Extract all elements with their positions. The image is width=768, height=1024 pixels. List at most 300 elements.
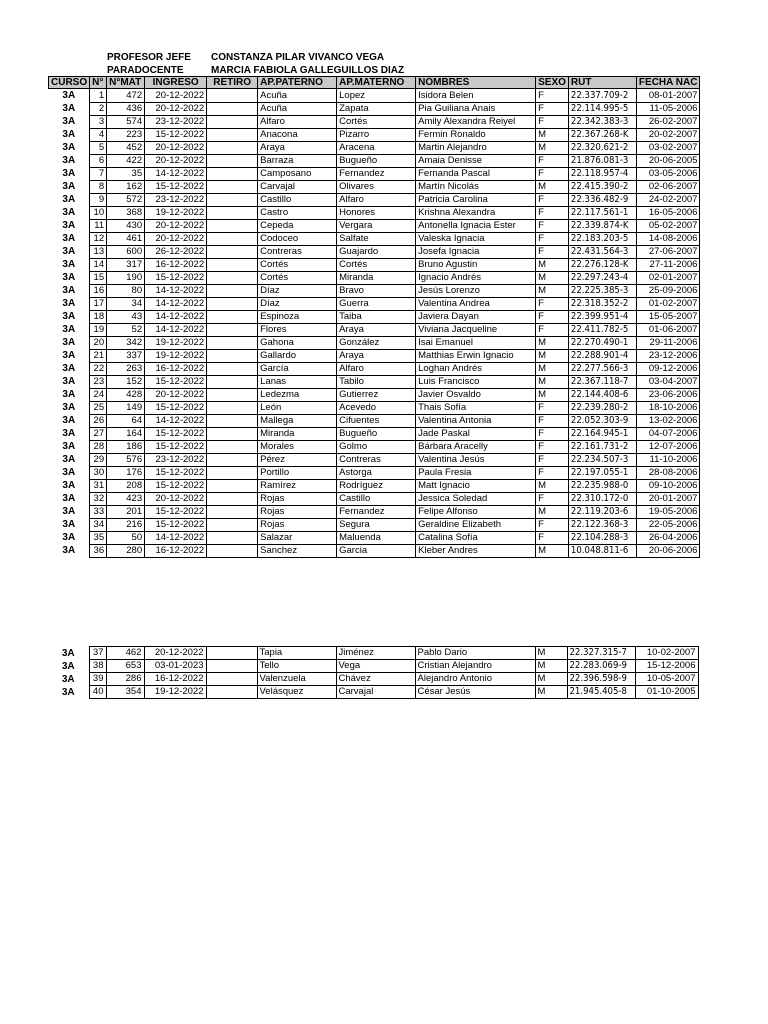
table-row: [48, 660, 698, 673]
cell-ingreso: 19-12-2022: [145, 336, 207, 349]
paradocente-label: PARADOCENTE: [107, 65, 184, 76]
cell-ap-materno: Alfaro: [337, 362, 416, 375]
cell-ap-materno: Zapata: [337, 102, 416, 115]
table-row: [49, 284, 700, 297]
table-row: [49, 401, 700, 414]
cell-curso: 3A: [61, 686, 75, 698]
cell-curso: 3A: [62, 285, 76, 297]
cell-curso: 3A: [62, 259, 76, 271]
cell-fecha-nac: 19-05-2006: [636, 505, 700, 518]
cell-ingreso: 20-12-2022: [145, 219, 207, 232]
cell-ap-paterno: Velásquez: [257, 686, 336, 699]
cell-fecha-nac: 01-02-2007: [636, 297, 700, 310]
cell-retiro: [206, 686, 257, 699]
cell-sexo: F: [536, 401, 569, 414]
cell-fecha-nac: 24-02-2007: [636, 193, 700, 206]
cell-sexo: F: [536, 427, 569, 440]
cell-retiro: [207, 323, 258, 336]
table-row: [49, 193, 700, 206]
cell-retiro: [207, 310, 258, 323]
cell-numero: 34: [90, 518, 107, 531]
cell-curso: 3A: [62, 376, 76, 388]
cell-numero: 40: [89, 686, 106, 699]
cell-ingreso: 20-12-2022: [145, 232, 207, 245]
cell-ap-paterno: Tapia: [257, 647, 336, 660]
cell-numero: 29: [90, 453, 107, 466]
cell-fecha-nac: 02-01-2007: [636, 271, 700, 284]
cell-nombres: Viviana Jacqueline: [416, 323, 536, 336]
cell-nombres: Krishna Alexandra: [416, 206, 536, 219]
cell-numero: 36: [90, 544, 107, 557]
cell-matricula: 50: [107, 531, 145, 544]
cell-retiro: [207, 544, 258, 557]
cell-retiro: [207, 401, 258, 414]
cell-retiro: [207, 180, 258, 193]
cell-rut: 22.367.118-7: [568, 375, 636, 388]
cell-ingreso: 14-12-2022: [145, 414, 207, 427]
cell-ap-paterno: León: [258, 401, 337, 414]
roster-body: [49, 89, 700, 558]
cell-ap-materno: Fernandez: [337, 167, 416, 180]
cell-rut: 22.239.280-2: [568, 401, 636, 414]
cell-numero: 18: [90, 310, 107, 323]
cell-matricula: 162: [107, 180, 145, 193]
cell-ap-paterno: Sanchez: [258, 544, 337, 557]
cell-curso: 3A: [62, 415, 76, 427]
cell-nombres: Bárbara Aracelly: [416, 440, 536, 453]
table-row: [49, 518, 700, 531]
cell-ap-paterno: Contreras: [258, 245, 337, 258]
cell-retiro: [207, 414, 258, 427]
cell-sexo: F: [536, 193, 569, 206]
cell-curso: 3A: [62, 480, 76, 492]
cell-ap-paterno: Pérez: [258, 453, 337, 466]
cell-ap-materno: Pizarro: [337, 128, 416, 141]
cell-matricula: 35: [107, 167, 145, 180]
cell-ingreso: 15-12-2022: [145, 505, 207, 518]
cell-ap-paterno: Portillo: [258, 466, 337, 479]
cell-ingreso: 20-12-2022: [145, 154, 207, 167]
cell-retiro: [207, 115, 258, 128]
cell-numero: 27: [90, 427, 107, 440]
cell-curso: 3A: [62, 207, 76, 219]
cell-numero: 21: [90, 349, 107, 362]
cell-rut: 22.122.368-3: [568, 518, 636, 531]
cell-ap-materno: Vega: [336, 660, 415, 673]
cell-matricula: 422: [107, 154, 145, 167]
cell-curso: 3A: [62, 233, 76, 245]
cell-ap-paterno: Morales: [258, 440, 337, 453]
cell-ap-materno: Chávez: [336, 673, 415, 686]
cell-numero: 16: [90, 284, 107, 297]
cell-curso: 3A: [62, 519, 76, 531]
cell-numero: 3: [90, 115, 107, 128]
cell-nombres: Fermin Ronaldo: [416, 128, 536, 141]
cell-rut: 22.411.782-5: [568, 323, 636, 336]
table-row: [49, 323, 700, 336]
col-header-ingreso: INGRESO: [145, 77, 207, 89]
cell-ap-materno: Rodríguez: [337, 479, 416, 492]
cell-ap-paterno: Espinoza: [258, 310, 337, 323]
cell-retiro: [207, 232, 258, 245]
cell-fecha-nac: 02-06-2007: [636, 180, 700, 193]
table-row: [49, 180, 700, 193]
cell-ap-materno: Gutierrez: [337, 388, 416, 401]
cell-ap-materno: Taiba: [337, 310, 416, 323]
cell-ap-materno: Segura: [337, 518, 416, 531]
cell-nombres: Ignacio Andrés: [416, 271, 536, 284]
table-row: [49, 544, 700, 557]
cell-rut: 22.431.564-3: [568, 245, 636, 258]
cell-sexo: M: [536, 271, 569, 284]
cell-nombres: Martín Nicolás: [416, 180, 536, 193]
cell-ingreso: 14-12-2022: [145, 323, 207, 336]
cell-rut: 22.164.945-1: [568, 427, 636, 440]
cell-ingreso: 15-12-2022: [145, 466, 207, 479]
cell-retiro: [207, 388, 258, 401]
cell-retiro: [207, 167, 258, 180]
cell-retiro: [207, 375, 258, 388]
table-row: [49, 115, 700, 128]
cell-ingreso: 26-12-2022: [145, 245, 207, 258]
cell-ap-paterno: Rojas: [258, 505, 337, 518]
cell-fecha-nac: 03-02-2007: [636, 141, 700, 154]
cell-rut: 22.144.408-6: [568, 388, 636, 401]
cell-numero: 17: [90, 297, 107, 310]
cell-fecha-nac: 04-07-2006: [636, 427, 700, 440]
cell-ingreso: 14-12-2022: [145, 531, 207, 544]
cell-rut: 21.876.081-3: [568, 154, 636, 167]
cell-ap-paterno: Ledezma: [258, 388, 337, 401]
cell-nombres: Patricia Carolina: [416, 193, 536, 206]
cell-sexo: M: [536, 375, 569, 388]
cell-matricula: 354: [106, 686, 144, 699]
cell-numero: 11: [90, 219, 107, 232]
cell-fecha-nac: 26-04-2006: [636, 531, 700, 544]
cell-curso: 3A: [61, 660, 75, 672]
cell-numero: 24: [90, 388, 107, 401]
cell-curso: 3A: [62, 246, 76, 258]
cell-rut: 22.337.709-2: [568, 89, 636, 103]
table-row: [49, 336, 700, 349]
cell-matricula: 342: [107, 336, 145, 349]
cell-rut: 22.117.561-1: [568, 206, 636, 219]
cell-nombres: Jade Paskal: [416, 427, 536, 440]
cell-sexo: M: [536, 479, 569, 492]
cell-nombres: Amily Alexandra Reiyel: [416, 115, 536, 128]
cell-curso: 3A: [62, 350, 76, 362]
cell-matricula: 428: [107, 388, 145, 401]
cell-nombres: Javiera Dayan: [416, 310, 536, 323]
cell-fecha-nac: 27-11-2006: [636, 258, 700, 271]
cell-rut: 22.119.203-6: [568, 505, 636, 518]
cell-matricula: 164: [107, 427, 145, 440]
cell-ap-materno: Guajardo: [337, 245, 416, 258]
cell-retiro: [207, 245, 258, 258]
cell-retiro: [207, 284, 258, 297]
cell-sexo: F: [536, 518, 569, 531]
table-row: [49, 492, 700, 505]
cell-curso: 3A: [62, 181, 76, 193]
cell-sexo: M: [536, 388, 569, 401]
cell-ap-materno: Aracena: [337, 141, 416, 154]
cell-fecha-nac: 25-09-2006: [636, 284, 700, 297]
cell-matricula: 52: [107, 323, 145, 336]
cell-sexo: M: [536, 128, 569, 141]
cell-ap-paterno: Cortés: [258, 258, 337, 271]
cell-curso: 3A: [62, 311, 76, 323]
cell-ap-paterno: Miranda: [258, 427, 337, 440]
cell-sexo: M: [536, 180, 569, 193]
cell-rut: 22.415.390-2: [568, 180, 636, 193]
cell-fecha-nac: 05-02-2007: [636, 219, 700, 232]
cell-fecha-nac: 18-10-2006: [636, 401, 700, 414]
cell-sexo: F: [536, 414, 569, 427]
cell-ap-materno: Bugueño: [337, 427, 416, 440]
cell-fecha-nac: 20-06-2006: [636, 544, 700, 557]
cell-ap-materno: Cortés: [337, 115, 416, 128]
cell-matricula: 337: [107, 349, 145, 362]
cell-nombres: Kleber Andres: [416, 544, 536, 557]
cell-nombres: Geraldine Elizabeth: [416, 518, 536, 531]
cell-matricula: 263: [107, 362, 145, 375]
student-roster-table-continued: [48, 646, 699, 699]
cell-matricula: 317: [107, 258, 145, 271]
cell-nombres: Javier Osvaldo: [416, 388, 536, 401]
cell-matricula: 149: [107, 401, 145, 414]
cell-ingreso: 20-12-2022: [145, 141, 207, 154]
cell-retiro: [207, 531, 258, 544]
profesor-jefe-name: CONSTANZA PILAR VIVANCO VEGA: [211, 52, 385, 63]
cell-fecha-nac: 26-02-2007: [636, 115, 700, 128]
cell-retiro: [207, 102, 258, 115]
cell-fecha-nac: 12-07-2006: [636, 440, 700, 453]
cell-matricula: 461: [107, 232, 145, 245]
cell-fecha-nac: 13-02-2006: [636, 414, 700, 427]
cell-ap-materno: Acevedo: [337, 401, 416, 414]
cell-sexo: F: [536, 102, 569, 115]
cell-rut: 22.277.566-3: [568, 362, 636, 375]
cell-ingreso: 16-12-2022: [144, 673, 206, 686]
table-row: [49, 271, 700, 284]
student-roster-table: [48, 76, 700, 558]
cell-ap-paterno: Araya: [258, 141, 337, 154]
cell-numero: 25: [90, 401, 107, 414]
table-row: [48, 686, 698, 699]
table-row: [49, 388, 700, 401]
cell-ap-paterno: Cepeda: [258, 219, 337, 232]
table-row: [49, 375, 700, 388]
cell-rut: 22.336.482-9: [568, 193, 636, 206]
table-row: [49, 466, 700, 479]
cell-sexo: F: [536, 453, 569, 466]
cell-ingreso: 23-12-2022: [145, 193, 207, 206]
cell-ingreso: 15-12-2022: [145, 440, 207, 453]
cell-curso: 3A: [62, 532, 76, 544]
cell-fecha-nac: 29-11-2006: [636, 336, 700, 349]
cell-ap-materno: Araya: [337, 323, 416, 336]
cell-ap-materno: Garcia: [337, 544, 416, 557]
cell-retiro: [207, 492, 258, 505]
cell-rut: 22.183.203-5: [568, 232, 636, 245]
cell-ap-materno: Golmo: [337, 440, 416, 453]
cell-ap-paterno: Ramírez: [258, 479, 337, 492]
cell-sexo: M: [536, 141, 569, 154]
cell-sexo: M: [535, 647, 567, 660]
cell-ingreso: 23-12-2022: [145, 453, 207, 466]
cell-curso: 3A: [62, 545, 76, 557]
cell-numero: 19: [90, 323, 107, 336]
cell-nombres: Fernanda Pascal: [416, 167, 536, 180]
cell-fecha-nac: 11-05-2006: [636, 102, 700, 115]
cell-retiro: [207, 349, 258, 362]
cell-curso: 3A: [62, 168, 76, 180]
cell-ap-paterno: Castro: [258, 206, 337, 219]
cell-curso: 3A: [62, 298, 76, 310]
table-row: [49, 531, 700, 544]
cell-numero: 13: [90, 245, 107, 258]
cell-nombres: Valentina Andrea: [416, 297, 536, 310]
table-row: [49, 128, 700, 141]
cell-nombres: Loghan Andrés: [416, 362, 536, 375]
cell-rut: 22.052.303-9: [568, 414, 636, 427]
cell-ap-materno: Guerra: [337, 297, 416, 310]
cell-ap-paterno: Castillo: [258, 193, 337, 206]
cell-ingreso: 15-12-2022: [145, 271, 207, 284]
table-row: [49, 154, 700, 167]
cell-numero: 22: [90, 362, 107, 375]
cell-rut: 22.320.621-2: [568, 141, 636, 154]
cell-numero: 37: [89, 647, 106, 660]
cell-nombres: Paula Fresia: [416, 466, 536, 479]
cell-ap-materno: Astorga: [337, 466, 416, 479]
cell-ingreso: 14-12-2022: [145, 284, 207, 297]
cell-ap-paterno: Díaz: [258, 297, 337, 310]
cell-sexo: M: [536, 362, 569, 375]
cell-rut: 22.399.951-4: [568, 310, 636, 323]
cell-rut: 22.327.315-7: [567, 647, 635, 660]
cell-curso: 3A: [62, 337, 76, 349]
cell-ap-paterno: Flores: [258, 323, 337, 336]
cell-retiro: [207, 336, 258, 349]
table-row: [49, 362, 700, 375]
cell-matricula: 472: [107, 89, 145, 103]
cell-ap-paterno: Camposano: [258, 167, 337, 180]
cell-ap-paterno: Tello: [257, 660, 336, 673]
cell-ap-paterno: Gallardo: [258, 349, 337, 362]
cell-ingreso: 15-12-2022: [145, 518, 207, 531]
cell-fecha-nac: 01-10-2005: [635, 686, 698, 699]
cell-numero: 1: [90, 89, 107, 103]
cell-curso: 3A: [62, 402, 76, 414]
cell-ap-paterno: Barraza: [258, 154, 337, 167]
cell-numero: 9: [90, 193, 107, 206]
cell-ingreso: 16-12-2022: [145, 544, 207, 557]
cell-fecha-nac: 14-08-2006: [636, 232, 700, 245]
cell-nombres: Thais Sofía: [416, 401, 536, 414]
table-row: [49, 505, 700, 518]
table-row: [48, 647, 698, 660]
cell-curso: 3A: [62, 129, 76, 141]
cell-curso: 3A: [61, 673, 75, 685]
table-row: [49, 89, 700, 103]
cell-rut: 22.318.352-2: [568, 297, 636, 310]
cell-matricula: 368: [107, 206, 145, 219]
table-row: [49, 245, 700, 258]
cell-numero: 6: [90, 154, 107, 167]
cell-curso: 3A: [62, 220, 76, 232]
cell-nombres: Isai Emanuel: [416, 336, 536, 349]
cell-nombres: Valentina Jesús: [416, 453, 536, 466]
cell-retiro: [207, 427, 258, 440]
cell-nombres: Cristian Alejandro: [415, 660, 535, 673]
cell-matricula: 216: [107, 518, 145, 531]
cell-nombres: Pia Guiliana Anais: [416, 102, 536, 115]
cell-ap-materno: Jiménez: [336, 647, 415, 660]
cell-ap-materno: Fernandez: [337, 505, 416, 518]
cell-curso: 3A: [62, 116, 76, 128]
cell-ap-materno: Salfate: [337, 232, 416, 245]
cell-curso: 3A: [62, 467, 76, 479]
cell-nombres: Valeska Ignacia: [416, 232, 536, 245]
cell-fecha-nac: 20-06-2005: [636, 154, 700, 167]
cell-fecha-nac: 09-12-2006: [636, 362, 700, 375]
cell-matricula: 152: [107, 375, 145, 388]
cell-numero: 10: [90, 206, 107, 219]
cell-curso: 3A: [62, 506, 76, 518]
cell-rut: 22.297.243-4: [568, 271, 636, 284]
cell-ap-materno: Maluenda: [337, 531, 416, 544]
cell-matricula: 43: [107, 310, 145, 323]
cell-fecha-nac: 20-02-2007: [636, 128, 700, 141]
cell-retiro: [207, 297, 258, 310]
cell-nombres: Isidora Belen: [416, 89, 536, 103]
cell-fecha-nac: 10-05-2007: [635, 673, 698, 686]
cell-rut: 21.945.405-8: [567, 686, 635, 699]
cell-ap-materno: Honores: [337, 206, 416, 219]
cell-ingreso: 19-12-2022: [144, 686, 206, 699]
cell-rut: 22.270.490-1: [568, 336, 636, 349]
table-row: [49, 310, 700, 323]
cell-sexo: F: [536, 206, 569, 219]
cell-ap-materno: Cortés: [337, 258, 416, 271]
cell-matricula: 423: [107, 492, 145, 505]
cell-ingreso: 03-01-2023: [144, 660, 206, 673]
cell-ingreso: 15-12-2022: [145, 427, 207, 440]
cell-matricula: 64: [107, 414, 145, 427]
cell-curso: 3A: [62, 363, 76, 375]
cell-nombres: Antonella Ignacia Ester: [416, 219, 536, 232]
cell-retiro: [207, 219, 258, 232]
table-row: [49, 258, 700, 271]
cell-retiro: [206, 647, 257, 660]
cell-matricula: 34: [107, 297, 145, 310]
cell-numero: 32: [90, 492, 107, 505]
cell-sexo: F: [536, 492, 569, 505]
cell-retiro: [207, 466, 258, 479]
cell-ingreso: 14-12-2022: [145, 167, 207, 180]
col-header-curso: CURSO: [49, 77, 90, 89]
cell-retiro: [207, 258, 258, 271]
cell-nombres: Luis Francisco: [416, 375, 536, 388]
cell-sexo: F: [536, 297, 569, 310]
cell-retiro: [207, 154, 258, 167]
cell-matricula: 436: [107, 102, 145, 115]
cell-matricula: 600: [107, 245, 145, 258]
cell-ingreso: 16-12-2022: [145, 362, 207, 375]
cell-nombres: Bruno Agustin: [416, 258, 536, 271]
cell-rut: 22.276.128-K: [568, 258, 636, 271]
